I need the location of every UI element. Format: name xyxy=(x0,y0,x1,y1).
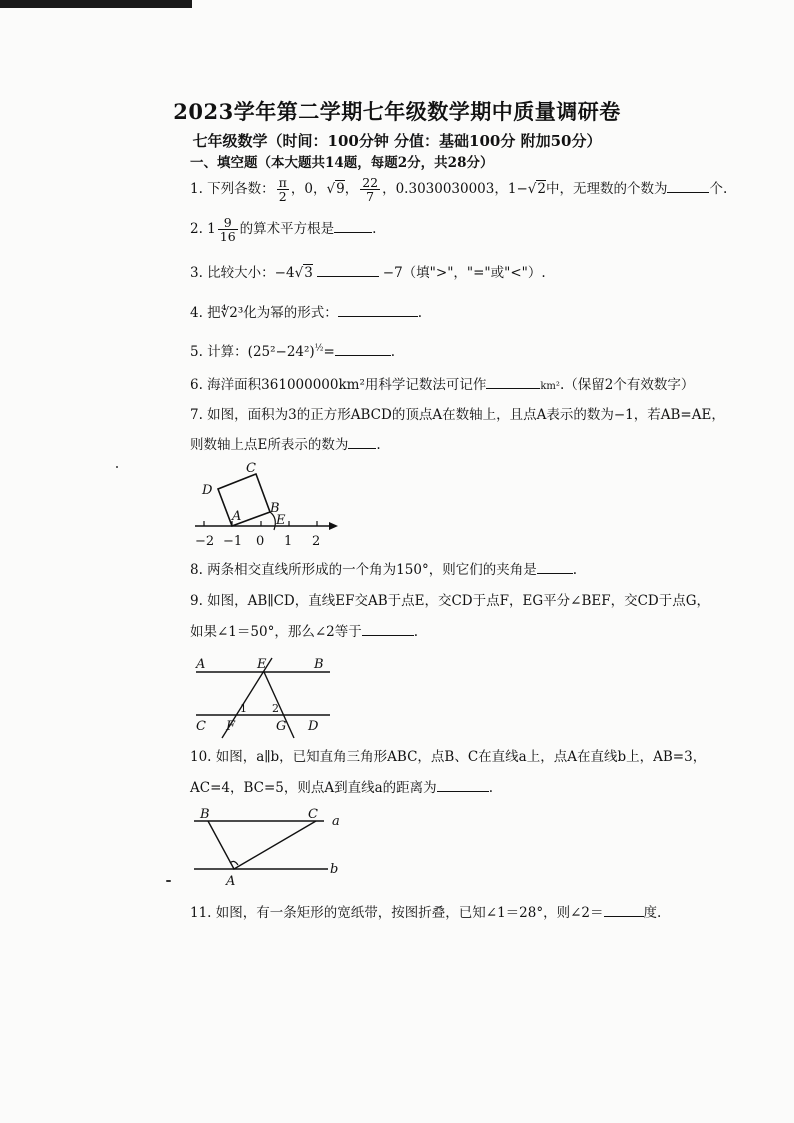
label-E: E xyxy=(257,657,267,672)
question-3: 3. 比较大小：−4√3 −7（填">"，"="或"<"）. xyxy=(190,261,546,281)
answer-blank-9[interactable] xyxy=(362,622,414,637)
exponent-half: ½ xyxy=(314,343,324,354)
question-2: 2. 1 $\frac{9}{16}$ 的算术平方根是 . xyxy=(190,215,377,245)
fraction-22-over-7: $\frac{22}{7}$ xyxy=(362,175,379,205)
label-a: a xyxy=(332,814,340,829)
angle-label-1: 1 xyxy=(240,702,247,715)
label-A: A xyxy=(196,657,206,672)
label-B: B xyxy=(270,501,280,516)
scan-speck xyxy=(116,466,118,468)
label-G: G xyxy=(276,719,287,734)
question-5: 5. 计算：$(25^2-24^2)^{\frac{1}{2}}=$ . xyxy=(190,343,396,360)
answer-blank-3[interactable] xyxy=(317,263,379,278)
label-B: B xyxy=(314,657,324,672)
angle-label-2: 2 xyxy=(272,702,279,715)
label-D: D xyxy=(308,719,319,734)
triangle-ABC xyxy=(208,821,316,869)
tick-label-1: 1 xyxy=(284,534,293,549)
label-E: E xyxy=(276,513,286,528)
question-4: 4. 把∜2³化为幂的形式： . xyxy=(190,301,422,321)
sqrt-2: 2 xyxy=(537,181,546,198)
answer-blank-10[interactable] xyxy=(437,778,489,793)
square-ABCD xyxy=(218,474,270,526)
question-6: 6. 海洋面积361000000km²用科学记数法可记作 km².（保留2个有效数字） xyxy=(190,373,694,393)
question-7-line-2: 则数轴上点E所表示的数为 . xyxy=(190,433,381,453)
unit-km2: km² xyxy=(540,381,560,392)
label-b: b xyxy=(330,862,339,877)
answer-blank-6[interactable] xyxy=(486,375,540,390)
label-F: F xyxy=(226,719,236,734)
section-heading: 一、填空题（本大题共14题，每题2分，共28分） xyxy=(190,155,494,171)
answer-blank-5[interactable] xyxy=(335,342,391,357)
answer-blank-4[interactable] xyxy=(338,303,418,318)
label-D: D xyxy=(202,483,213,498)
exam-subtitle: 七年级数学（时间：100分钟 分值：基础100分 附加50分） xyxy=(192,132,602,150)
answer-blank-8[interactable] xyxy=(537,560,573,575)
tick-label-0: 0 xyxy=(256,534,265,549)
question-8: 8. 两条相交直线所形成的一个角为150°，则它们的夹角是 . xyxy=(190,558,577,578)
number-line-arrow xyxy=(329,522,338,530)
label-C: C xyxy=(308,807,318,822)
scan-edge-mark xyxy=(0,0,192,8)
question-11: 11. 如图，有一条矩形的宽纸带，按图折叠，已知∠1＝28°，则∠2＝ 度. xyxy=(190,901,661,921)
answer-blank-11[interactable] xyxy=(604,903,644,918)
scan-speck xyxy=(166,880,171,882)
figure-9-parallel-lines xyxy=(190,652,340,744)
label-B: B xyxy=(200,807,210,822)
label-C: C xyxy=(196,719,206,734)
fraction-9-over-16: $\frac{9}{16}$ xyxy=(219,215,236,245)
answer-blank-7[interactable] xyxy=(348,435,376,450)
answer-blank-1[interactable] xyxy=(667,179,709,194)
power-expression: (25²−24²) xyxy=(247,344,315,360)
sqrt-9: 9 xyxy=(336,181,345,198)
exam-title: 2023学年第二学期七年级数学期中质量调研卷 xyxy=(173,99,621,124)
answer-blank-2[interactable] xyxy=(334,219,372,234)
radical-expression: ∜2³ xyxy=(220,305,244,321)
fraction-pi-over-2: $\frac{\pi}{2}$ xyxy=(278,175,287,205)
figure-7-number-line xyxy=(190,460,350,550)
question-9-line-1: 9. 如图，AB∥CD，直线EF交AB于点E，交CD于点F，EG平分∠BEF，交CD于点G， xyxy=(190,593,711,609)
label-C: C xyxy=(246,461,256,476)
question-1: 1. 下列各数： $\frac{\pi}{2}$ ，0，√9， $\frac{22}{7}$ ，0.3030030003，1−√2中，无理数的个数为 个. xyxy=(190,175,728,205)
question-7-line-1: 7. 如图，面积为3的正方形ABCD的顶点A在数轴上，且点A表示的数为−1，若AB=AE， xyxy=(190,407,725,423)
tick-label-neg1: −1 xyxy=(223,534,243,549)
figure-10-right-triangle xyxy=(190,805,350,890)
tick-label-neg2: −2 xyxy=(195,534,215,549)
tick-label-2: 2 xyxy=(312,534,321,549)
question-10-line-1: 10. 如图，a∥b，已知直角三角形ABC，点B、C在直线a上，点A在直线b上，AB=3， xyxy=(190,749,707,765)
question-10-line-2: AC=4，BC=5，则点A到直线a的距离为 . xyxy=(190,776,493,796)
label-A: A xyxy=(226,874,236,889)
question-9-line-2: 如果∠1＝50°，那么∠2等于 . xyxy=(190,620,418,640)
label-A: A xyxy=(232,509,242,524)
